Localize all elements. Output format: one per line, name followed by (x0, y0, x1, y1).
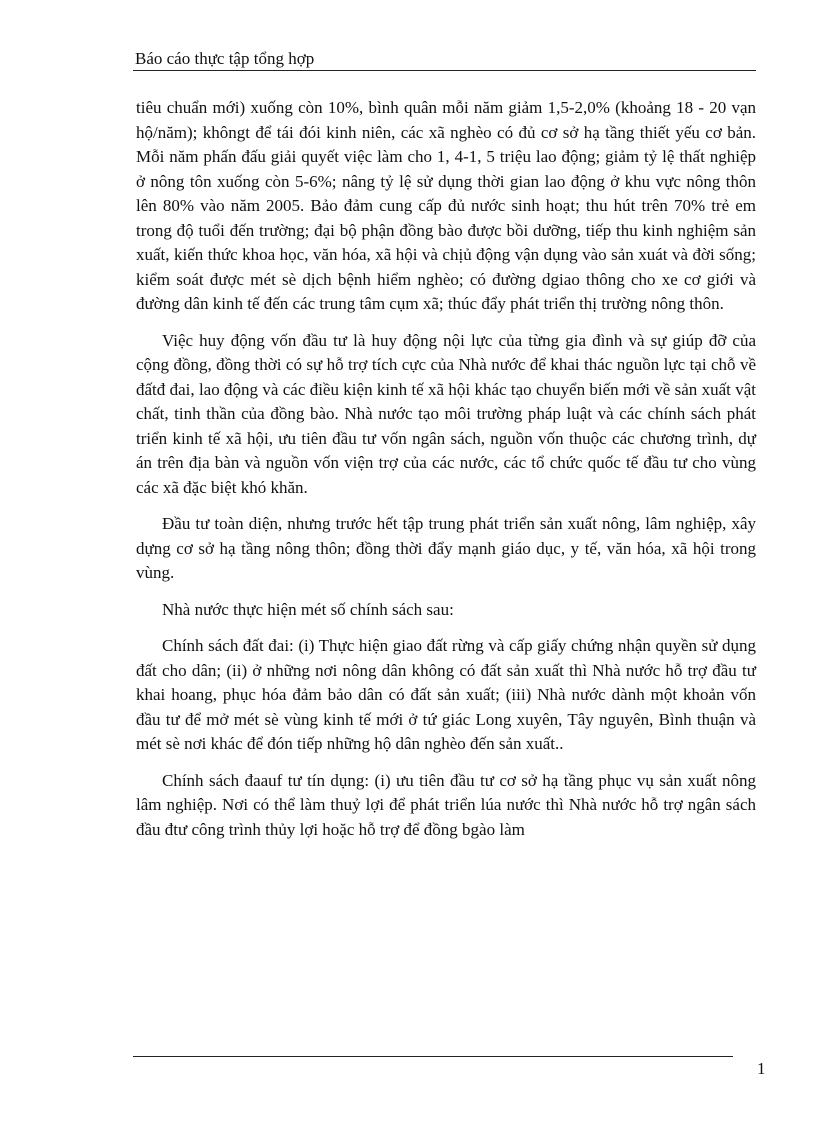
page-header-title: Báo cáo thực tập tổng hợp (135, 49, 315, 68)
paragraph-2: Việc huy động vốn đầu tư là huy động nội lực của từng gia đình và sự giúp đỡ của cộng đồng, đồng thời có sự hỗ trợ tích cực của Nhà nước để khai thác nguồn lực tại chỗ về đấtđ đai, lao động và các điều kiện kinh tế xã hội khác tạo chuyển biến mới về sản xuất vật chất, tinh thần của đồng bào. Nhà nước tạo môi trường pháp luật và các chính sách phát triển kinh tế xã hội, ưu tiên đầu tư vốn ngân sách, nguồn vốn thuộc các chương trình, dự án trên địa bàn và nguồn vốn viện trợ của các nước, các tổ chức quốc tế đầu tư cho vùng các xã đặc biệt khó khăn. (136, 330, 756, 497)
paragraph-5: Chính sách đất đai: (i) Thực hiện giao đất rừng và cấp giấy chứng nhận quyền sử dụng đất cho dân; (ii) ở những nơi nông dân không có đất sản xuất thì Nhà nước hỗ trợ đầu tư khai hoang, phục hóa đảm bảo dân có đất sản xuất; (iii) Nhà nước dành một khoản vốn đầu tư để mở mét sè vùng kinh tế mới ở tứ giác Long xuyên, Tây nguyên, Bình thuận và mét sè nơi khác để đón tiếp những hộ dân nghèo đến sản xuất.. (136, 636, 756, 753)
footer-divider (133, 1056, 733, 1057)
header-divider (133, 70, 756, 71)
document-body (136, 96, 756, 854)
paragraph-1: tiêu chuẩn mới) xuống còn 10%, bình quân mỗi năm giảm 1,5-2,0% (khoảng 18 - 20 vạn hộ/năm); khôngt để tái đói kinh niên, các xã nghèo có đủ cơ sở hạ tầng thiết yếu cơ bản. Mỗi năm phấn đấu giải quyết việc làm cho 1, 4-1, 5 triệu lao động; giảm tỷ lệ thất nghiệp ở nông tôn xuống còn 5-6%; nâng tỷ lệ sử dụng thời gian lao động ở khu vực nông thôn lên 80% vào năm 2005. Bảo đảm cung cấp đủ nước sinh hoạt; thu hút trên 70% trẻ em trong độ tuổi đến trường; đại bộ phận đồng bào được bồi dưỡng, tiếp thu kinh nghiệm sản xuất, kiến thức khoa học, văn hóa, xã hội và chịủ động vận dụng vào sản xuát và đời sống; kiểm soát được mét sè dịch bệnh hiểm nghèo; có đường dgiao thông cho xe cơ giới và đường dân kinh tế đến các trung tâm cụm xã; thúc đẩy phát triển thị trường nông thôn. (136, 98, 756, 313)
paragraph-6: Chính sách đaauf tư tín dụng: (i) ưu tiên đầu tư cơ sở hạ tầng phục vụ sản xuất nông lâm nghiệp. Nơi có thể làm thuỷ lợi để phát triển lúa nước thì Nhà nước hỗ trợ ngân sách đầu đtư công trình thủy lợi hoặc hỗ trợ để đồng bgào làm (136, 770, 756, 839)
paragraph-4: Nhà nước thực hiện mét số chính sách sau: (162, 599, 454, 619)
paragraph-3: Đầu tư toàn diện, nhưng trước hết tập trung phát triển sản xuất nông, lâm nghiệp, xây dựng cơ sở hạ tầng nông thôn; đồng thời đẩy mạnh giáo dục, y tế, văn hóa, xã hội trong vùng. (136, 514, 756, 582)
page-number: 1 (757, 1059, 766, 1078)
